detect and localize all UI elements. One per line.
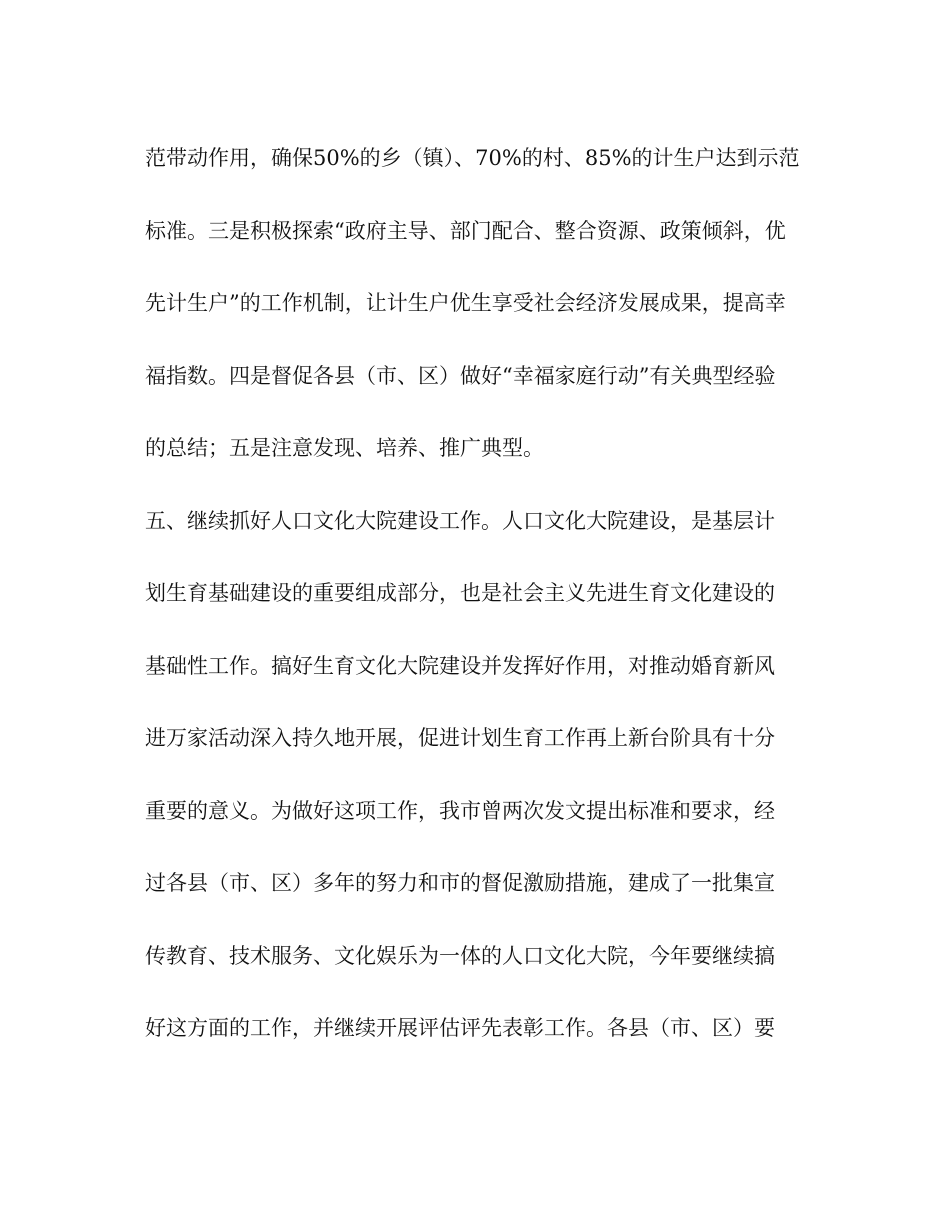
text-line-13: 好这方面的工作，并继续开展评估评先表彰工作。各县（市、区）要: [145, 1016, 775, 1040]
text-line-2: 标准。三是积极探索“政府主导、部门配合、整合资源、政策倾斜，优: [145, 218, 786, 243]
text-line-1: 范带动作用，确保50%的乡（镇）、70%的村、85%的计生户达到示范: [145, 146, 800, 170]
text-line-7: 划生育基础建设的重要组成部分，也是社会主义先进生育文化建设的: [145, 581, 775, 605]
text-line-5: 的总结；五是注意发现、培养、推广典型。: [145, 436, 544, 460]
text-line-12: 传教育、技术服务、文化娱乐为一体的人口文化大院，今年要继续搞: [145, 943, 775, 968]
document-body: [145, 135, 825, 1078]
text-line-8: 基础性工作。搞好生育文化大院建设并发挥好作用，对推动婚育新风: [145, 653, 775, 678]
text-line-3: 先计生户”的工作机制，让计生户优生享受社会经济发展成果，提高幸: [145, 291, 786, 315]
text-line-10: 重要的意义。为做好这项工作，我市曾两次发文提出标准和要求，经: [145, 798, 775, 823]
text-line-6: 五、继续抓好人口文化大院建设工作。人口文化大院建设，是基层计: [145, 508, 775, 533]
text-line-4: 福指数。四是督促各县（市、区）做好“幸福家庭行动”有关典型经验: [145, 363, 776, 388]
text-line-9: 进万家活动深入持久地开展，促进计划生育工作再上新台阶具有十分: [145, 726, 775, 750]
text-line-11: 过各县（市、区）多年的努力和市的督促激励措施，建成了一批集宣: [145, 871, 775, 895]
